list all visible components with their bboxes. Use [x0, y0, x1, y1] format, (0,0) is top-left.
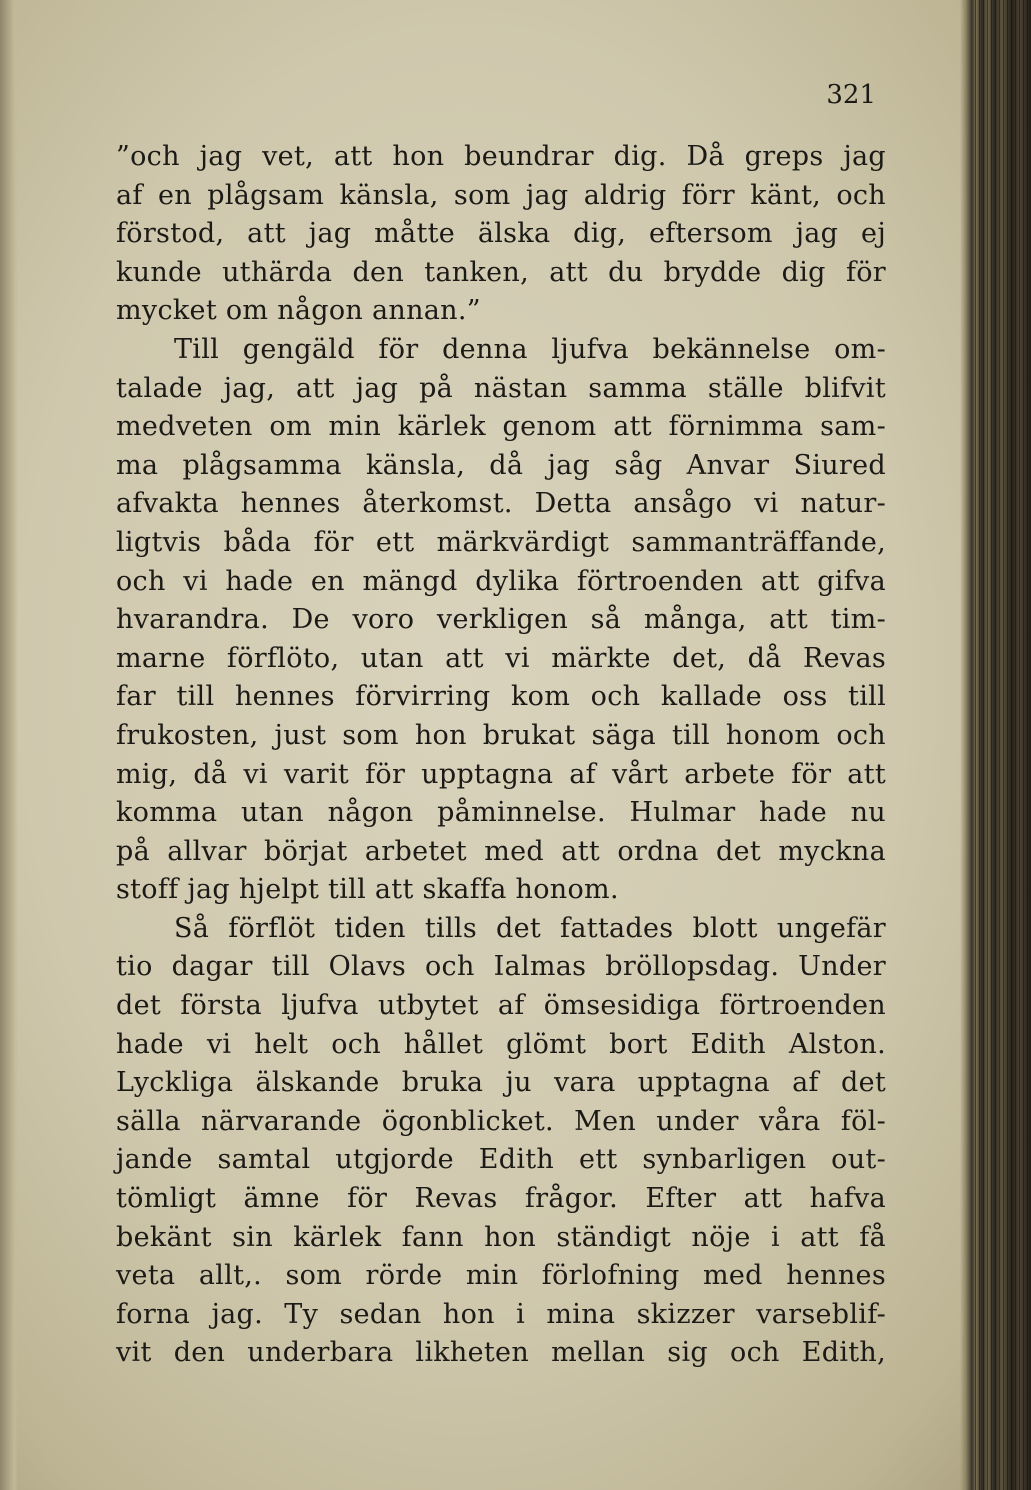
text-line: ligtvis båda för ett märkvärdigt sammanträffande,: [116, 526, 886, 558]
page-left-edge-shadow: [0, 0, 18, 1490]
text-line: komma utan någon påminnelse. Hulmar hade nu: [116, 797, 886, 829]
text-line: tio dagar till Olavs och Ialmas bröllopsdag. Under: [116, 951, 886, 983]
text-line: bekänt sin kärlek fann hon ständigt nöje i att få: [116, 1221, 886, 1253]
text-line: vit den underbara likheten mellan sig och Edith,: [116, 1337, 886, 1369]
text-line: jande samtal utgjorde Edith ett synbarligen out-: [116, 1144, 886, 1176]
text-line: förstod, att jag måtte älska dig, eftersom jag ej: [116, 218, 886, 250]
text-line: marne förflöto, utan att vi märkte det, då Revas: [116, 642, 886, 674]
page-number: 321: [826, 80, 876, 110]
text-line: hade vi helt och hållet glömt bort Edith Alston.: [116, 1028, 886, 1060]
text-line: far till hennes förvirring kom och kallade oss till: [116, 681, 886, 713]
text-line: sälla närvarande ögonblicket. Men under våra föl-: [116, 1105, 886, 1137]
text-line: tömligt ämne för Revas frågor. Efter att hafva: [116, 1183, 886, 1215]
text-line: afvakta hennes återkomst. Detta ansågo vi natur-: [116, 488, 886, 520]
text-line: kunde uthärda den tanken, att du brydde dig för: [116, 256, 886, 288]
text-line: på allvar börjat arbetet med att ordna det myckna: [116, 835, 886, 867]
text-line: forna jag. Ty sedan hon i mina skizzer varseblif-: [116, 1298, 886, 1330]
text-line: medveten om min kärlek genom att förnimma sam-: [116, 411, 886, 443]
text-line: mig, då vi varit för upptagna af vårt arbete för att: [116, 758, 886, 790]
text-line: veta allt,. som rörde min förlofning med hennes: [116, 1260, 886, 1292]
text-line: ma plågsamma känsla, då jag såg Anvar Siured: [116, 449, 886, 481]
page-body-text: [116, 138, 886, 1373]
text-line: ”och jag vet, att hon beundrar dig. Då greps jag: [116, 141, 886, 172]
text-line: och vi hade en mängd dylika förtroenden att gifva: [116, 565, 886, 597]
text-line: det första ljufva utbytet af ömsesidiga förtroenden: [116, 990, 886, 1022]
text-line: Till gengäld för denna ljufva bekännelse om-: [174, 333, 886, 365]
text-line: Så förflöt tiden tills det fattades blott ungefär: [174, 912, 886, 944]
text-line: frukosten, just som hon brukat säga till honom och: [116, 719, 886, 751]
text-line: hvarandra. De voro verkligen så många, att tim-: [116, 604, 886, 636]
text-line: stoff jag hjelpt till att skaffa honom.: [116, 874, 619, 906]
text-line: mycket om någon annan.”: [116, 295, 481, 327]
text-line: talade jag, att jag på nästan samma ställe blifvit: [116, 372, 886, 404]
book-gutter-page-edges: [972, 0, 1031, 1490]
text-line: Lyckliga älskande bruka ju vara upptagna af det: [116, 1067, 886, 1099]
text-line: af en plågsam känsla, som jag aldrig förr känt, och: [116, 179, 886, 211]
